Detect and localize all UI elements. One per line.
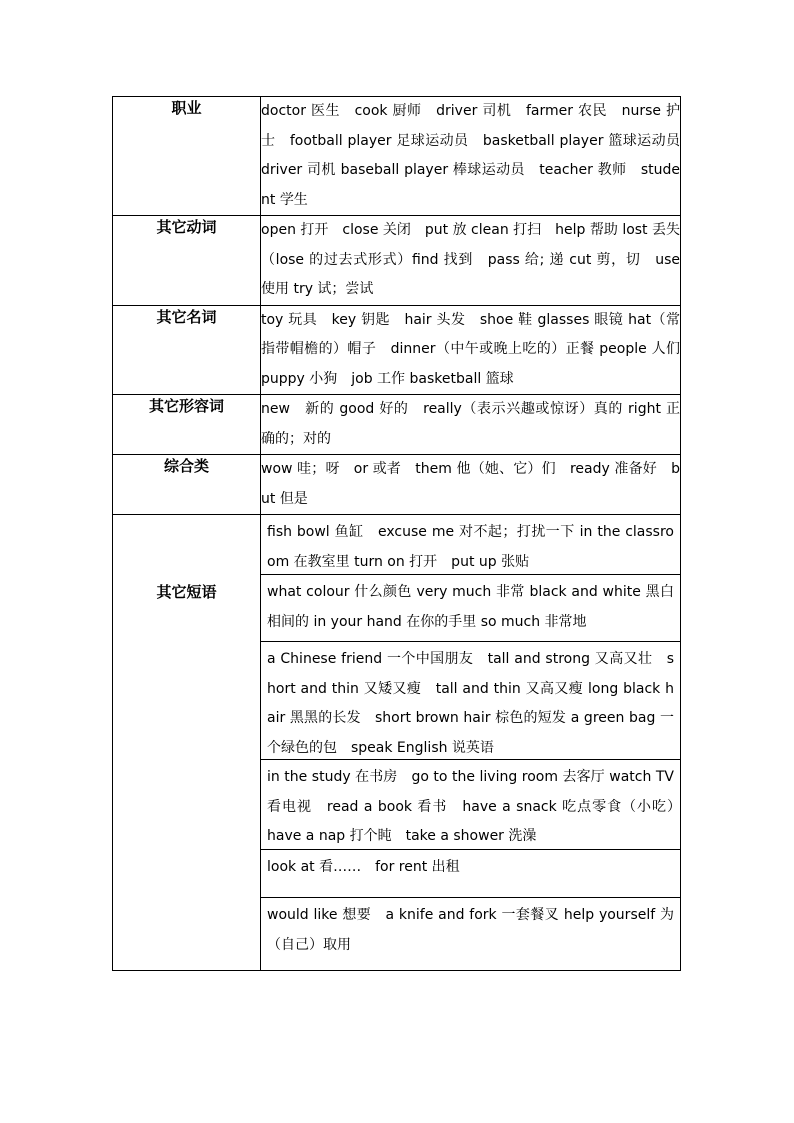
table-row	[113, 305, 681, 395]
category-label: 其它动词	[113, 216, 261, 306]
category-label: 其它短语	[113, 515, 261, 971]
phrase-list: look at 看…… for rent 出租	[261, 850, 680, 898]
table-row	[113, 515, 681, 971]
vocabulary-list: open 打开 close 关闭 put 放 clean 打扫 help 帮助 lost 丢失（lose 的过去式形式）find 找到 pass 给; 递 cut 剪，切 use 使用 try 试；尝试	[261, 216, 681, 306]
category-label: 其它名词	[113, 305, 261, 395]
phrase-list: in the study 在书房 go to the living room 去客厅 watch TV 看电视 read a book 看书 have a snack 吃点零食（小吃） have a nap 打个盹 take a shower 洗澡	[261, 760, 680, 850]
vocabulary-list: new 新的 good 好的 really（表示兴趣或惊讶）真的 right 正确的；对的	[261, 395, 681, 455]
vocabulary-list: doctor 医生 cook 厨师 driver 司机 farmer 农民 nurse 护士 football player 足球运动员 basketball player 篮球运动员 driver 司机 baseball player 棒球运动员 teacher 教师 student 学生	[261, 97, 681, 216]
vocabulary-list: wow 哇；呀 or 或者 them 他（她、它）们 ready 准备好 but 但是	[261, 455, 681, 515]
phrase-group	[261, 515, 688, 971]
phrase-list: would like 想要 a knife and fork 一套餐叉 help yourself 为（自己）取用	[267, 907, 674, 953]
table-row	[113, 455, 681, 515]
table-row	[113, 216, 681, 306]
vocabulary-table	[112, 96, 694, 971]
phrase-list: a Chinese friend 一个中国朋友 tall and strong 又高又壮 short and thin 又矮又瘦 tall and thin 又高又瘦 long black hair 黑黑的长发 short brown hair 棕色的短发 a green bag 一个绿色的包 speak English 说英语	[261, 642, 680, 760]
category-label: 其它形容词	[113, 395, 261, 455]
category-label: 综合类	[113, 455, 261, 515]
vocabulary-list: toy 玩具 key 钥匙 hair 头发 shoe 鞋 glasses 眼镜 hat（常指带帽檐的）帽子 dinner（中午或晚上吃的）正餐 people 人们 puppy 小狗 job 工作 basketball 篮球	[261, 305, 681, 395]
phrase-list: fish bowl 鱼缸 excuse me 对不起；打扰一下 in the classroom 在教室里 turn on 打开 put up 张贴	[261, 515, 680, 575]
table-row	[113, 395, 681, 455]
category-label: 职业	[113, 97, 261, 216]
table-row	[113, 97, 681, 216]
phrase-list: what colour 什么颜色 very much 非常 black and white 黑白相间的 in your hand 在你的手里 so much 非常地	[261, 575, 680, 642]
